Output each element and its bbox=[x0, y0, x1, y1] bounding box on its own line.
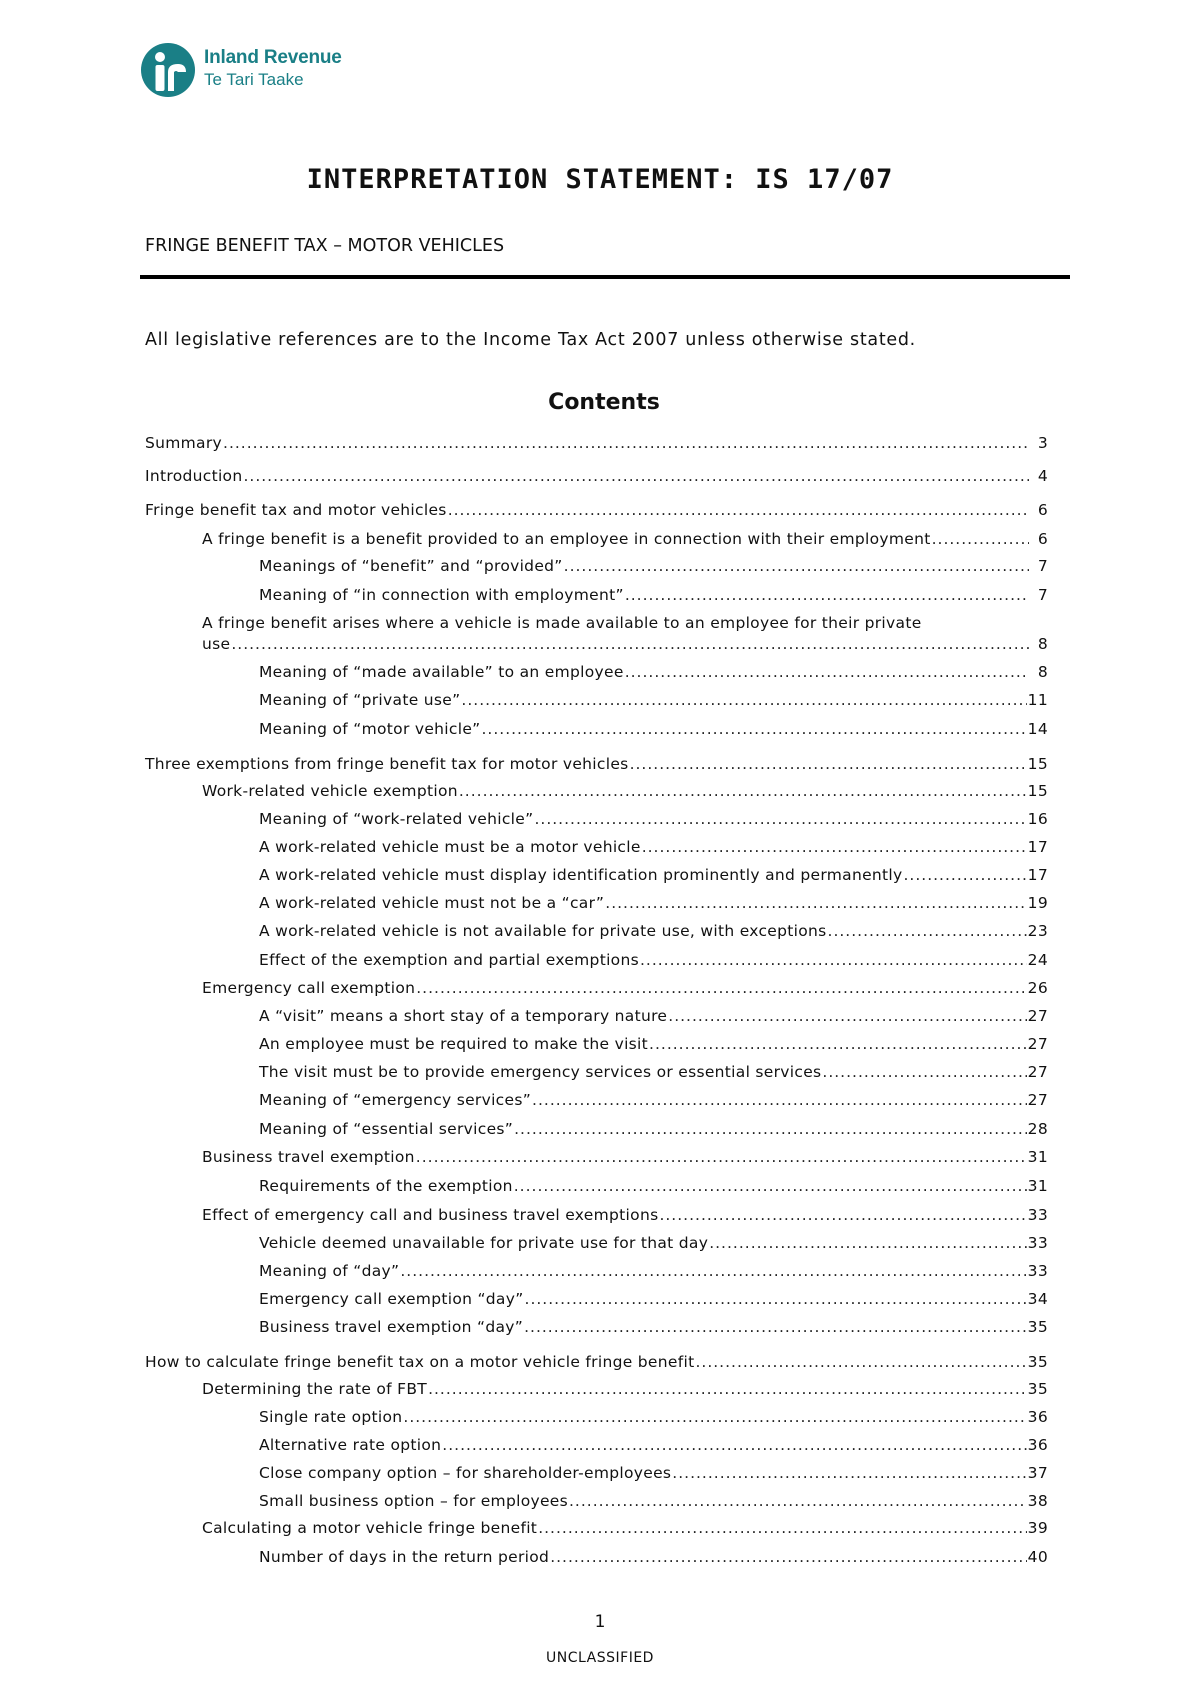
toc-entry-label: Effect of the exemption and partial exemptions bbox=[259, 951, 639, 969]
toc-dot-leader bbox=[416, 1146, 1027, 1168]
toc-entry-label: Calculating a motor vehicle fringe benefit bbox=[202, 1519, 538, 1537]
toc-entry-label: A work-related vehicle must not be a “car” bbox=[259, 894, 605, 912]
toc-entry-label: Number of days in the return period bbox=[259, 1548, 550, 1566]
toc-dot-leader bbox=[416, 977, 1026, 999]
toc-page-number: 24 bbox=[1027, 951, 1048, 969]
toc-dot-leader bbox=[482, 718, 1027, 740]
toc-page-number: 26 bbox=[1027, 979, 1048, 997]
toc-entry[interactable] bbox=[259, 1061, 1048, 1083]
toc-entry-label: A work-related vehicle is not available for private use, with exceptions bbox=[259, 922, 827, 940]
toc-page-number: 16 bbox=[1027, 810, 1048, 828]
toc-entry-label: Alternative rate option bbox=[259, 1436, 442, 1454]
toc-entry-label: A work-related vehicle must be a motor vehicle bbox=[259, 838, 641, 856]
toc-entry-label: Meaning of “day” bbox=[259, 1262, 400, 1280]
toc-page-number: 38 bbox=[1027, 1492, 1048, 1510]
toc-page-number: 19 bbox=[1027, 894, 1048, 912]
toc-entry[interactable] bbox=[259, 892, 1048, 914]
toc-entry[interactable] bbox=[259, 1406, 1048, 1428]
inland-revenue-logo-icon bbox=[140, 42, 196, 98]
toc-entry[interactable] bbox=[145, 753, 1048, 775]
toc-entry-label: Meaning of “motor vehicle” bbox=[259, 720, 481, 738]
toc-dot-leader bbox=[649, 1033, 1027, 1055]
toc-entry[interactable] bbox=[145, 432, 1048, 454]
toc-dot-leader bbox=[428, 1378, 1027, 1400]
toc-page-number: 36 bbox=[1027, 1408, 1048, 1426]
toc-entry[interactable] bbox=[145, 1351, 1048, 1373]
toc-dot-leader bbox=[534, 808, 1026, 830]
toc-entry[interactable] bbox=[259, 718, 1048, 740]
toc-dot-leader bbox=[403, 1406, 1026, 1428]
toc-dot-leader bbox=[695, 1351, 1026, 1373]
toc-dot-leader bbox=[564, 555, 1029, 577]
toc-entry[interactable] bbox=[259, 920, 1048, 942]
toc-dot-leader bbox=[640, 949, 1027, 971]
toc-page-number: 33 bbox=[1027, 1234, 1048, 1252]
toc-page-number: 7 bbox=[1037, 557, 1048, 575]
toc-page-number: 8 bbox=[1037, 663, 1048, 681]
toc-dot-leader bbox=[659, 1204, 1026, 1226]
toc-dot-leader bbox=[459, 780, 1027, 802]
toc-entry-label: Vehicle deemed unavailable for private use for that day bbox=[259, 1234, 709, 1252]
toc-page-number: 40 bbox=[1027, 1548, 1048, 1566]
toc-page-number: 15 bbox=[1027, 782, 1048, 800]
toc-entry[interactable] bbox=[259, 1462, 1048, 1484]
toc-dot-leader bbox=[605, 892, 1026, 914]
toc-dot-leader bbox=[525, 1288, 1027, 1310]
toc-page-number: 35 bbox=[1027, 1380, 1048, 1398]
toc-entry-label: Single rate option bbox=[259, 1408, 403, 1426]
toc-page-number: 27 bbox=[1027, 1091, 1048, 1109]
toc-dot-leader bbox=[932, 528, 1029, 550]
toc-dot-leader bbox=[514, 1175, 1027, 1197]
toc-page-number: 17 bbox=[1027, 866, 1048, 884]
toc-entry[interactable] bbox=[202, 1517, 1048, 1539]
toc-entry[interactable] bbox=[259, 689, 1048, 711]
toc-entry[interactable] bbox=[259, 661, 1048, 683]
toc-page-number: 35 bbox=[1027, 1353, 1048, 1371]
toc-page-number: 27 bbox=[1027, 1035, 1048, 1053]
toc-entry[interactable] bbox=[202, 1204, 1048, 1226]
toc-entry-label: Small business option – for employees bbox=[259, 1492, 568, 1510]
toc-entry-label: Requirements of the exemption bbox=[259, 1177, 513, 1195]
toc-page-number: 28 bbox=[1027, 1120, 1048, 1138]
toc-entry[interactable] bbox=[145, 499, 1048, 521]
toc-entry[interactable] bbox=[259, 808, 1048, 830]
toc-dot-leader bbox=[550, 1546, 1026, 1568]
toc-page-number: 4 bbox=[1037, 467, 1048, 485]
toc-entry-label: Meaning of “in connection with employment” bbox=[259, 586, 624, 604]
toc-entry-label: A “visit” means a short stay of a temporary nature bbox=[259, 1007, 668, 1025]
toc-entry-label: Meaning of “essential services” bbox=[259, 1120, 514, 1138]
toc-page-number: 31 bbox=[1027, 1177, 1048, 1195]
toc-dot-leader bbox=[231, 633, 1029, 655]
toc-entry[interactable] bbox=[259, 1260, 1048, 1282]
toc-dot-leader bbox=[400, 1260, 1026, 1282]
toc-entry[interactable] bbox=[259, 1005, 1048, 1027]
document-subtitle: FRINGE BENEFIT TAX – MOTOR VEHICLES bbox=[145, 236, 505, 256]
toc-page-number: 27 bbox=[1027, 1007, 1048, 1025]
toc-dot-leader bbox=[442, 1434, 1026, 1456]
toc-page-number: 33 bbox=[1027, 1206, 1048, 1224]
toc-dot-leader bbox=[223, 432, 1029, 454]
toc-entry[interactable] bbox=[259, 1033, 1048, 1055]
toc-dot-leader bbox=[625, 584, 1029, 606]
toc-page-number: 3 bbox=[1037, 434, 1048, 452]
toc-page-number: 34 bbox=[1027, 1290, 1048, 1308]
legislative-references-note: All legislative references are to the Income Tax Act 2007 unless otherwise stated. bbox=[145, 330, 916, 350]
inland-revenue-logo bbox=[140, 42, 380, 98]
toc-entry[interactable] bbox=[259, 1288, 1048, 1310]
toc-dot-leader bbox=[538, 1517, 1026, 1539]
toc-entry-label: Meanings of “benefit” and “provided” bbox=[259, 557, 563, 575]
toc-page-number: 7 bbox=[1037, 586, 1048, 604]
toc-page-number: 39 bbox=[1027, 1519, 1048, 1537]
toc-page-number: 33 bbox=[1027, 1262, 1048, 1280]
toc-entry-label: Meaning of “work-related vehicle” bbox=[259, 810, 534, 828]
toc-entry[interactable] bbox=[202, 1146, 1048, 1168]
toc-entry[interactable] bbox=[202, 977, 1048, 999]
toc-page-number: 23 bbox=[1027, 922, 1048, 940]
toc-entry[interactable] bbox=[259, 836, 1048, 858]
toc-dot-leader bbox=[822, 1061, 1026, 1083]
toc-dot-leader bbox=[243, 465, 1029, 487]
toc-entry-label: A work-related vehicle must display identification prominently and permanently bbox=[259, 866, 903, 884]
toc-entry-label: Summary bbox=[145, 434, 223, 452]
toc-entry-label: A fringe benefit is a benefit provided to an employee in connection with their employment bbox=[202, 530, 931, 548]
toc-page-number: 36 bbox=[1027, 1436, 1048, 1454]
toc-entry[interactable] bbox=[202, 780, 1048, 802]
toc-entry[interactable] bbox=[259, 1118, 1048, 1140]
toc-entry-label: Meaning of “emergency services” bbox=[259, 1091, 532, 1109]
toc-page-number: 17 bbox=[1027, 838, 1048, 856]
toc-entry-label: Meaning of “private use” bbox=[259, 691, 461, 709]
toc-dot-leader bbox=[630, 753, 1027, 775]
toc-page-number: 6 bbox=[1037, 530, 1048, 548]
toc-entry-label: Meaning of “made available” to an employee bbox=[259, 663, 624, 681]
logo-subtitle: Te Tari Taake bbox=[204, 70, 304, 89]
toc-page-number: 11 bbox=[1027, 691, 1048, 709]
toc-entry-label: Business travel exemption bbox=[202, 1148, 415, 1166]
toc-entry[interactable] bbox=[259, 584, 1048, 606]
page-number: 1 bbox=[594, 1612, 606, 1632]
toc-dot-leader bbox=[625, 661, 1029, 683]
toc-entry[interactable] bbox=[259, 555, 1048, 577]
toc-entry[interactable] bbox=[259, 1434, 1048, 1456]
toc-dot-leader bbox=[448, 499, 1029, 521]
toc-entry-label: Emergency call exemption bbox=[202, 979, 416, 997]
toc-entry-label: Business travel exemption “day” bbox=[259, 1318, 524, 1336]
toc-dot-leader bbox=[904, 864, 1027, 886]
toc-entry[interactable] bbox=[259, 1316, 1048, 1338]
contents-heading: Contents bbox=[548, 390, 660, 415]
toc-entry-label: Work-related vehicle exemption bbox=[202, 782, 458, 800]
toc-page-number: 27 bbox=[1027, 1063, 1048, 1081]
toc-entry-label: Introduction bbox=[145, 467, 243, 485]
toc-dot-leader bbox=[672, 1462, 1026, 1484]
toc-entry[interactable] bbox=[259, 864, 1048, 886]
toc-entry[interactable] bbox=[202, 528, 1048, 550]
toc-entry-label: Emergency call exemption “day” bbox=[259, 1290, 524, 1308]
toc-entry[interactable] bbox=[259, 1232, 1048, 1254]
toc-entry-label: The visit must be to provide emergency services or essential services bbox=[259, 1063, 822, 1081]
toc-dot-leader bbox=[461, 689, 1026, 711]
title-divider bbox=[140, 275, 1070, 279]
toc-entry-label: Fringe benefit tax and motor vehicles bbox=[145, 501, 447, 519]
toc-dot-leader bbox=[514, 1118, 1027, 1140]
toc-page-number: 37 bbox=[1027, 1464, 1048, 1482]
toc-entry-label: How to calculate fringe benefit tax on a motor vehicle fringe benefit bbox=[145, 1353, 695, 1371]
toc-entry[interactable] bbox=[259, 949, 1048, 971]
toc-entry[interactable] bbox=[145, 465, 1048, 487]
toc-page-number: 8 bbox=[1037, 635, 1048, 653]
toc-page-number: 31 bbox=[1027, 1148, 1048, 1166]
toc-entry[interactable] bbox=[259, 1175, 1048, 1197]
toc-entry-label[interactable]: A fringe benefit arises where a vehicle is made available to an employee for their private bbox=[202, 614, 922, 632]
toc-entry[interactable] bbox=[202, 1378, 1048, 1400]
toc-dot-leader bbox=[709, 1232, 1026, 1254]
logo-name: Inland Revenue bbox=[204, 47, 342, 68]
toc-page-number: 14 bbox=[1027, 720, 1048, 738]
toc-entry-label: Three exemptions from fringe benefit tax for motor vehicles bbox=[145, 755, 629, 773]
toc-entry[interactable] bbox=[202, 633, 1048, 655]
toc-entry[interactable] bbox=[259, 1546, 1048, 1568]
toc-entry[interactable] bbox=[259, 1089, 1048, 1111]
toc-entry-label: An employee must be required to make the visit bbox=[259, 1035, 649, 1053]
toc-page-number: 15 bbox=[1027, 755, 1048, 773]
toc-dot-leader bbox=[524, 1316, 1027, 1338]
toc-entry-label: Close company option – for shareholder-employees bbox=[259, 1464, 672, 1482]
toc-page-number: 6 bbox=[1037, 501, 1048, 519]
toc-dot-leader bbox=[569, 1490, 1027, 1512]
toc-entry-label: Effect of emergency call and business travel exemptions bbox=[202, 1206, 659, 1224]
toc-dot-leader bbox=[668, 1005, 1026, 1027]
document-title: INTERPRETATION STATEMENT: IS 17/07 bbox=[306, 164, 894, 195]
toc-dot-leader bbox=[828, 920, 1027, 942]
toc-entry-label: Determining the rate of FBT bbox=[202, 1380, 428, 1398]
toc-dot-leader bbox=[642, 836, 1027, 858]
toc-dot-leader bbox=[532, 1089, 1027, 1111]
toc-entry[interactable] bbox=[259, 1490, 1048, 1512]
toc-entry-label: use bbox=[202, 635, 231, 653]
classification-label: UNCLASSIFIED bbox=[546, 1650, 654, 1666]
toc-page-number: 35 bbox=[1027, 1318, 1048, 1336]
